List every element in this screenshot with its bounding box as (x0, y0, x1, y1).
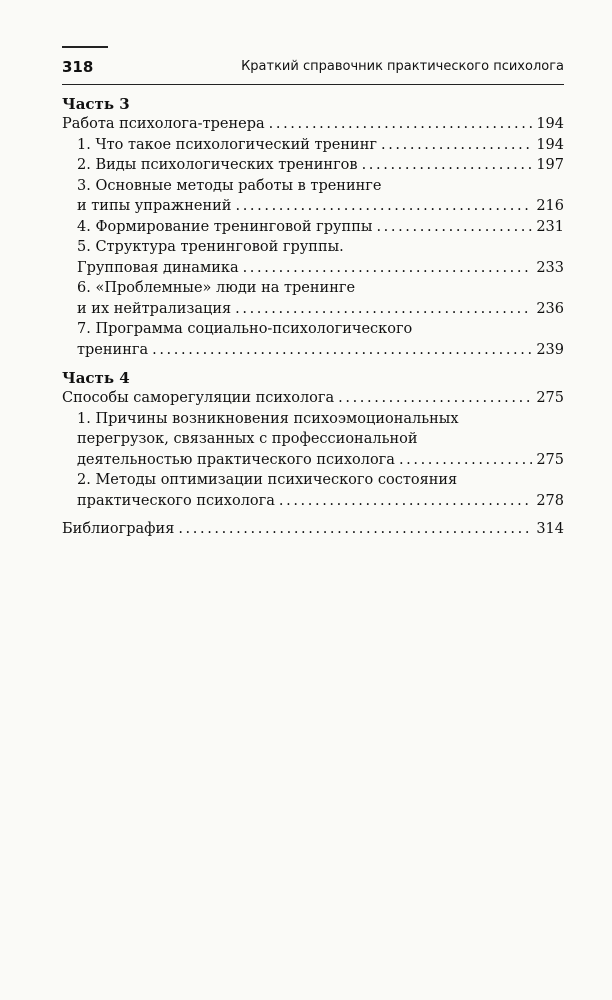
toc-entry (62, 519, 564, 540)
dot-leader (269, 114, 533, 135)
toc-entry-line (62, 299, 564, 320)
toc-entry-line (62, 176, 564, 197)
toc-entry-line (62, 450, 564, 471)
toc-page-number: 194 (536, 136, 564, 153)
toc-section (62, 94, 564, 360)
toc-entry-line (62, 429, 564, 450)
toc-page-number: 197 (536, 157, 564, 173)
toc-entry-text: тренинга (77, 341, 149, 358)
toc-entry-text: и их нейтрализация (77, 300, 232, 317)
dot-leader (362, 155, 533, 176)
toc-entry-line (62, 155, 564, 176)
toc-entry-text: деятельностью практического психолога (77, 451, 395, 468)
toc-entry (62, 114, 564, 135)
toc-entry-line (62, 319, 564, 340)
dot-leader (178, 519, 532, 540)
toc-entry (62, 278, 564, 319)
dot-leader (235, 299, 532, 320)
toc-page-number: 275 (536, 451, 564, 468)
toc-page-number: 216 (536, 198, 564, 214)
toc-entry-text: и типы упражнений (77, 198, 232, 214)
toc-entry-text: 2. Методы оптимизации психического состояния (77, 472, 458, 488)
dot-leader (152, 340, 532, 361)
dot-leader (399, 450, 532, 471)
toc-entry (62, 319, 564, 360)
page-number: 318 (62, 58, 94, 76)
toc-entry-line (62, 217, 564, 238)
toc-section (62, 519, 564, 540)
toc-entry (62, 217, 564, 238)
toc-page-number: 231 (536, 218, 564, 235)
toc-section (62, 368, 564, 511)
toc-entry (62, 470, 564, 511)
toc-entry-line (62, 237, 564, 258)
dot-leader (338, 388, 532, 409)
header-short-rule (62, 46, 108, 48)
dot-leader (381, 135, 532, 156)
toc-entry-text: Библиография (62, 521, 175, 537)
toc-entry-line (62, 491, 564, 512)
toc-entry-text: Групповая динамика (77, 259, 239, 276)
toc-entry-text: перегрузок, связанных с профессиональной (77, 431, 418, 447)
toc-entry-line (62, 470, 564, 491)
toc-entry-text: 3. Основные методы работы в тренинге (77, 177, 382, 194)
toc-entry-text: 4. Формирование тренинговой группы (77, 218, 373, 235)
toc-entry (62, 135, 564, 156)
toc-entry-line (62, 409, 564, 430)
toc-entry-line (62, 196, 564, 217)
toc-entry (62, 388, 564, 409)
toc-entry (62, 409, 564, 471)
toc-entry-line (62, 258, 564, 279)
toc-entry-line (62, 388, 564, 409)
page-header (62, 54, 564, 85)
running-title: Краткий справочник практического психолога (241, 59, 564, 74)
toc-page-number: 194 (536, 116, 564, 132)
toc-entry-text: 1. Причины возникновения психоэмоциональных (77, 410, 459, 427)
dot-leader (376, 217, 532, 238)
toc-entry-text: практического психолога (77, 492, 275, 509)
toc-entry-line (62, 340, 564, 361)
dot-leader (243, 258, 533, 279)
toc-entry (62, 155, 564, 176)
toc-entry-line (62, 114, 564, 135)
section-title: Часть 4 (62, 369, 130, 387)
toc-entry-line (62, 278, 564, 299)
section-title: Часть 3 (62, 95, 130, 113)
toc-entry-text: Работа психолога-тренера (62, 116, 265, 132)
dot-leader (235, 196, 532, 217)
toc-entry-line (62, 519, 564, 540)
toc-entry (62, 176, 564, 217)
toc-entry (62, 237, 564, 278)
toc-page-number: 236 (536, 300, 564, 317)
toc-entry-line (62, 135, 564, 156)
toc-page-number: 314 (536, 521, 564, 537)
dot-leader (279, 491, 532, 512)
toc-entry-text: 7. Программа социально-психологического (77, 321, 413, 337)
toc-page-number: 275 (536, 390, 564, 406)
toc-page-number: 233 (536, 259, 564, 276)
toc-entry-text: 1. Что такое психологический тренинг (77, 136, 377, 153)
toc-page-number: 278 (536, 492, 564, 509)
toc-entry-text: 5. Структура тренинговой группы. (77, 239, 344, 255)
toc-entry-text: 2. Виды психологических тренингов (77, 157, 358, 173)
table-of-contents (62, 94, 564, 548)
toc-entry-text: Способы саморегуляции психолога (62, 390, 335, 406)
toc-entry-text: 6. «Проблемные» люди на тренинге (77, 280, 356, 296)
toc-page-number: 239 (536, 341, 564, 358)
